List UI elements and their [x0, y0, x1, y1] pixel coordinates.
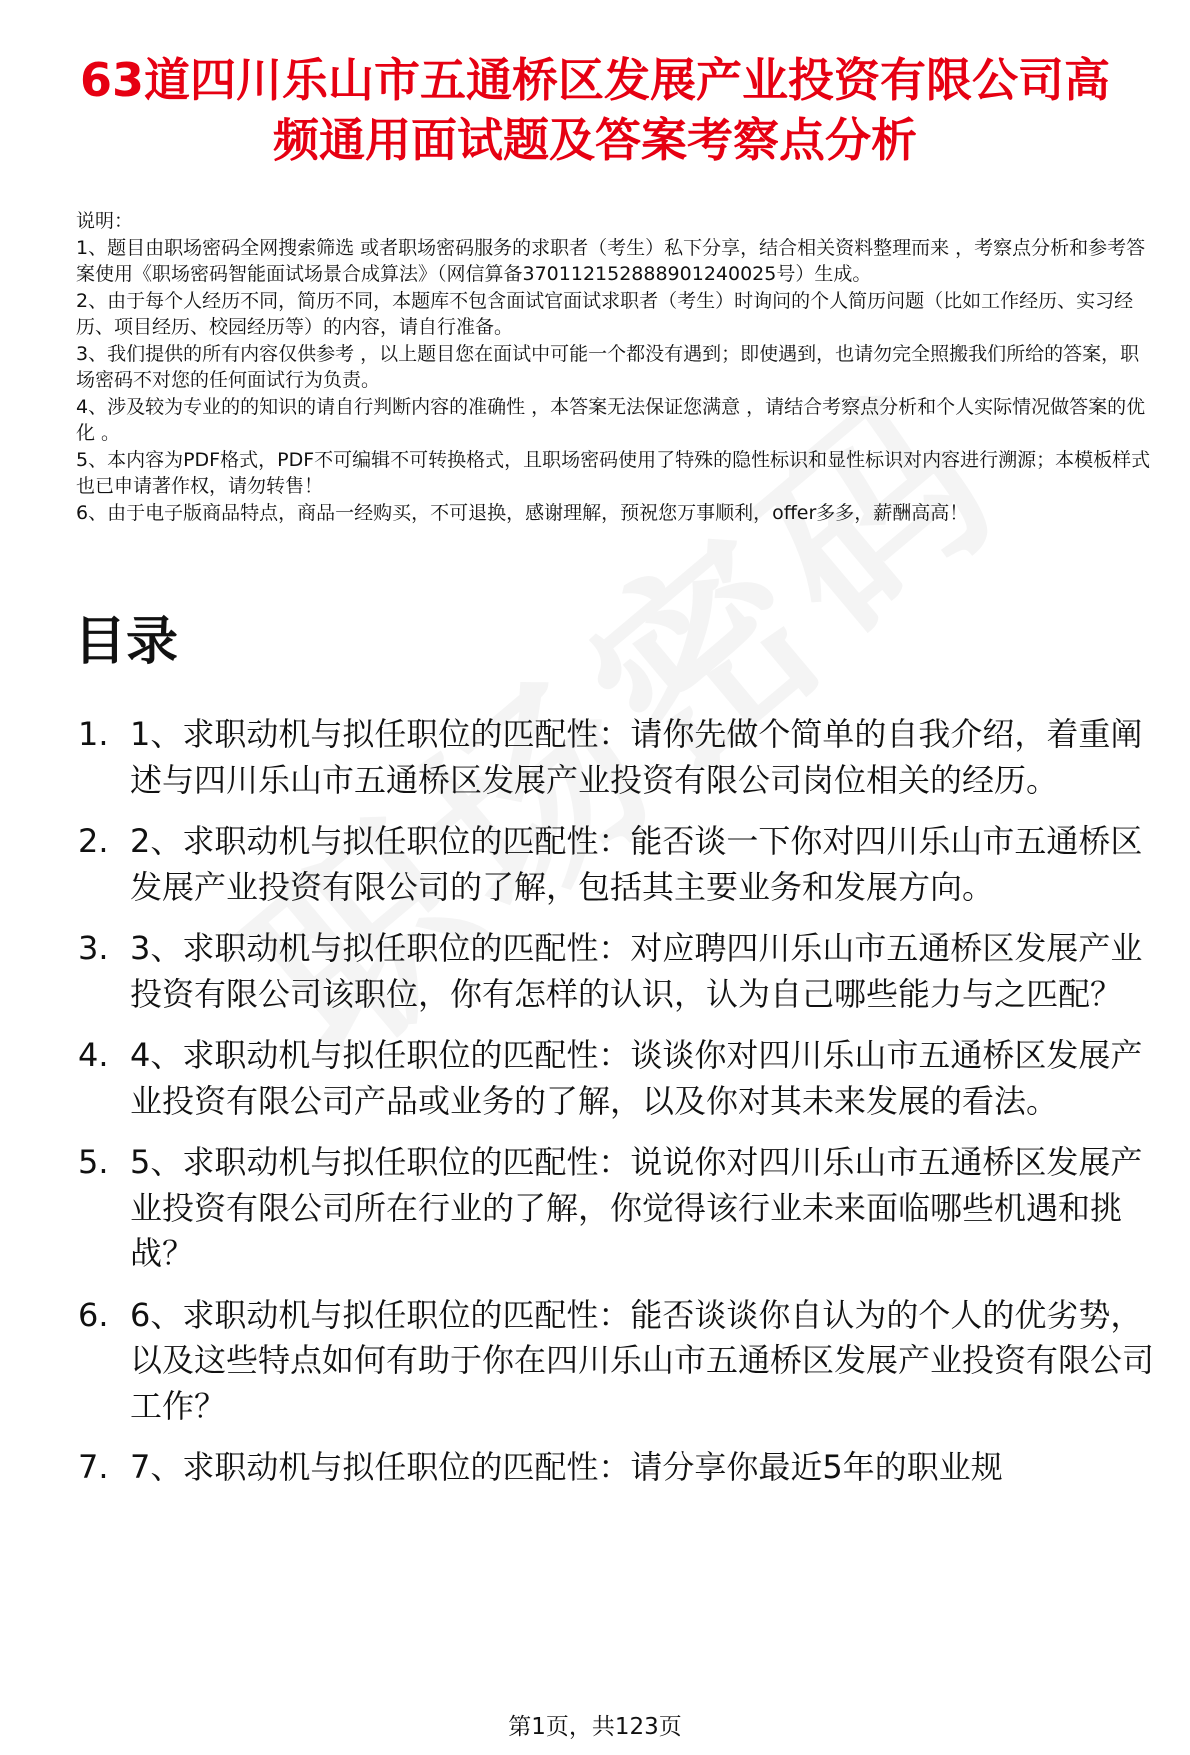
toc-item-6[interactable]: [78, 1293, 1168, 1430]
toc-item-number: 7.: [78, 1448, 109, 1486]
notes-item: 5、本内容为PDF格式，PDF不可编辑不可转换格式，且职场密码使用了特殊的隐性标识和显性标识对内容进行溯源；本模板样式也已申请著作权，请勿转售！: [76, 448, 1151, 497]
toc-item-text: 6、求职动机与拟任职位的匹配性：能否谈谈你自认为的个人的优劣势，以及这些特点如何有助于你在四川乐山市五通桥区发展产业投资有限公司工作？: [130, 1295, 1155, 1425]
notes-heading: 说明：: [76, 210, 134, 232]
toc-item-text: 3、求职动机与拟任职位的匹配性：对应聘四川乐山市五通桥区发展产业投资有限公司该职位，你有怎样的认识，认为自己哪些能力与之匹配？: [130, 929, 1143, 1013]
toc-heading: 目录: [74, 612, 179, 672]
toc-list: [78, 712, 1168, 1507]
toc-item-5[interactable]: [78, 1140, 1168, 1277]
toc-item-number: 5.: [78, 1143, 109, 1181]
notes-item: 6、由于电子版商品特点，商品一经购买，不可退换，感谢理解，预祝您万事顺利，offer多多，薪酬高高！: [76, 501, 969, 524]
toc-item-4[interactable]: [78, 1033, 1168, 1124]
toc-item-number: 3.: [78, 929, 109, 967]
toc-item-number: 1.: [78, 715, 109, 753]
notes-section: [76, 208, 1156, 526]
notes-item: 1、题目由职场密码全网搜索筛选 或者职场密码服务的求职者（考生）私下分享，结合相关资料整理而来 ，考察点分析和参考答案使用《职场密码智能面试场景合成算法》（网信算备370112152888901240025号）生成。: [76, 236, 1146, 285]
notes-item: 3、我们提供的所有内容仅供参考 ，以上题目您在面试中可能一个都没有遇到；即使遇到，也请勿完全照搬我们所给的答案，职场密码不对您的任何面试行为负责。: [76, 342, 1140, 391]
toc-item-number: 6.: [78, 1295, 109, 1334]
toc-item-text: 4、求职动机与拟任职位的匹配性：谈谈你对四川乐山市五通桥区发展产业投资有限公司产品或业务的了解，以及你对其未来发展的看法。: [130, 1036, 1143, 1120]
toc-item-1[interactable]: [78, 712, 1168, 803]
toc-item-3[interactable]: [78, 926, 1168, 1017]
toc-item-number: 4.: [78, 1036, 109, 1074]
toc-item-7[interactable]: [78, 1445, 1168, 1491]
toc-item-2[interactable]: [78, 819, 1168, 910]
toc-item-text: 5、求职动机与拟任职位的匹配性：说说你对四川乐山市五通桥区发展产业投资有限公司所在行业的了解，你觉得该行业未来面临哪些机遇和挑战？: [130, 1143, 1143, 1272]
toc-item-text: 1、求职动机与拟任职位的匹配性：请你先做个简单的自我介绍，着重阐述与四川乐山市五通桥区发展产业投资有限公司岗位相关的经历。: [130, 715, 1143, 799]
toc-item-number: 2.: [78, 822, 109, 860]
page-footer: 第1页，共123页: [508, 1714, 682, 1740]
notes-item: 2、由于每个人经历不同，简历不同，本题库不包含面试官面试求职者（考生）时询问的个人简历问题（比如工作经历、实习经历、项目经历、校园经历等）的内容，请自行准备。: [76, 289, 1134, 338]
document-title: 63道四川乐山市五通桥区发展产业投资有限公司高频通用面试题及答案考察点分析: [79, 53, 1110, 167]
toc-item-text: 2、求职动机与拟任职位的匹配性：能否谈一下你对四川乐山市五通桥区发展产业投资有限公司的了解，包括其主要业务和发展方向。: [130, 822, 1143, 906]
notes-item: 4、涉及较为专业的的知识的请自行判断内容的准确性 ，本答案无法保证您满意 ，请结合考察点分析和个人实际情况做答案的优化 。: [76, 395, 1146, 444]
toc-item-text: 7、求职动机与拟任职位的匹配性：请分享你最近5年的职业规: [130, 1448, 1003, 1486]
